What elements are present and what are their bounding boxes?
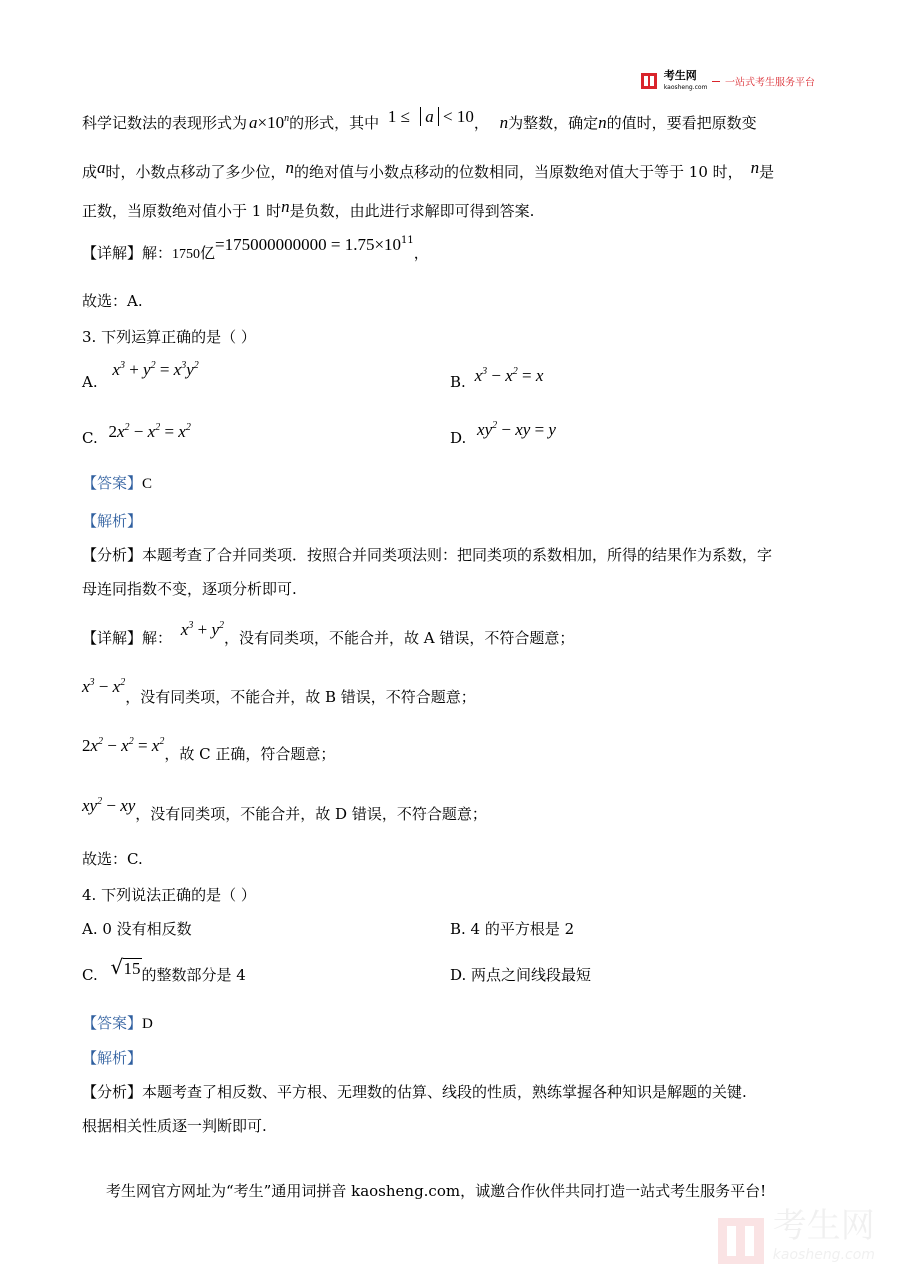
- q4-analysis-line-2: 根据相关性质逐一判断即可.: [82, 1117, 267, 1135]
- intro-line-2: 成a时，小数点移动了多少位，n的绝对值与小数点移动的位数相同，当原数绝对值大于等于 10 时， n是: [82, 158, 775, 181]
- q4-option-a: A. 0 没有相反数: [82, 920, 192, 938]
- q3-analysis-tag: 【解析】: [82, 512, 143, 530]
- q3-option-d: D. $xy^2$ − xy = y: [450, 420, 556, 447]
- q4-answer: [82, 1012, 153, 1033]
- sqrt-expression: [113, 959, 142, 979]
- answer-tag: 【答案】: [82, 474, 143, 492]
- option-label: A.: [82, 373, 98, 391]
- q3-stem: 3. 下列运算正确的是（ ）: [82, 328, 256, 346]
- intro-text: 的绝对值与小数点移动的位数相同，当原数绝对值大于等于 10 时，: [294, 163, 743, 181]
- q3-answer: [82, 472, 152, 493]
- detail-label: 【详解】解：: [82, 244, 173, 262]
- q3-option-b: B. $x^3 - x^2 = x$: [450, 366, 544, 391]
- intro-text: 成: [82, 163, 98, 181]
- detail-text: ，没有同类项，不能合并，故 A 错误，不符合题意；: [223, 629, 575, 647]
- q4-stem: 4. 下列说法正确的是（ ）: [82, 886, 256, 904]
- watermark-logo-icon: [718, 1218, 764, 1264]
- q3-detail-2: $x^3 - x^2$，没有同类项，不能合并，故 B 错误，不符合题意；: [82, 677, 476, 706]
- answer-value: D: [142, 1016, 153, 1032]
- intro-text: ，: [413, 244, 429, 262]
- watermark-domain: kaosheng.com: [772, 1247, 875, 1263]
- intro-text: 是负数，由此进行求解即可得到答案.: [289, 202, 535, 220]
- q4-option-b: B. 4 的平方根是 2: [450, 920, 575, 938]
- detail-number: 1750: [172, 247, 201, 262]
- intro-text: ，: [473, 114, 489, 132]
- option-text: 的整数部分是 4: [141, 966, 246, 984]
- q3-analysis-line-2: 母连同指数不变，逐项分析即可.: [82, 580, 297, 598]
- radicand: 15: [123, 959, 141, 978]
- intro-detail: [82, 235, 429, 263]
- option-label: C.: [82, 429, 98, 447]
- intro-line-3: 正数，当原数绝对值小于 1 时n是负数，由此进行求解即可得到答案.: [82, 197, 535, 220]
- q3-option-a: A. $x^3 + y^2 = x^3y^2$: [82, 360, 199, 391]
- intro-text: 科学记数法的表现形式为: [82, 114, 248, 132]
- detail-exponent: 11: [401, 235, 414, 246]
- detail-unit: 亿: [200, 244, 216, 262]
- q3-option-c: C. $2x^2 - x^2 = x^2$: [82, 422, 191, 447]
- intro-choose: 故选：A.: [82, 292, 143, 310]
- intro-text: 时，小数点移动了多少位，: [105, 163, 286, 181]
- option-label: D.: [450, 429, 467, 447]
- footer-text: 考生网官方网址为“考生”通用词拼音 kaosheng.com，诚邀合作伙伴共同打造一站式考生服务平台!: [106, 1182, 767, 1200]
- q4-option-d: D. 两点之间线段最短: [450, 966, 592, 984]
- logo-domain: kaosheng.com: [663, 84, 708, 91]
- q3-analysis-line-1: 【分析】本题考查了合并同类项．按照合并同类项法则：把同类项的系数相加，所得的结果作为系数，字: [82, 546, 773, 564]
- q3-choose: 故选：C.: [82, 850, 143, 868]
- intro-text: 的形式，其中: [289, 114, 380, 132]
- q3-detail-3: $2x^2 - x^2 = x^2$，故 C 正确，符合题意；: [82, 736, 336, 763]
- intro-text: 正数，当原数绝对值小于 1 时: [82, 202, 282, 220]
- q4-option-c: [82, 959, 246, 985]
- intro-text: 是: [759, 163, 775, 181]
- detail-text: ，故 C 正确，符合题意；: [164, 745, 336, 763]
- intro-text: 的值时，要看把原数变: [606, 114, 757, 132]
- detail-equation: =175000000000 = 1.75×10: [215, 235, 402, 254]
- detail-label: 【详解】解：: [82, 629, 173, 647]
- answer-tag: 【答案】: [82, 1014, 143, 1032]
- option-label: C.: [82, 966, 98, 984]
- option-label: B.: [450, 373, 466, 391]
- q3-detail-4: $xy^2$ − xy，没有同类项，不能合并，故 D 错误，不符合题意；: [82, 796, 487, 823]
- q3-detail-1: 【详解】解： $x^3 + y^2$，没有同类项，不能合并，故 A 错误，不符合题意；: [82, 620, 575, 647]
- detail-text: ，没有同类项，不能合并，故 D 错误，不符合题意；: [135, 805, 487, 823]
- q4-analysis-tag: 【解析】: [82, 1049, 143, 1067]
- header-slogan: 一站式考生服务平台: [725, 77, 816, 89]
- answer-value: C: [142, 476, 153, 492]
- header-logo: [641, 70, 815, 92]
- detail-text: ，没有同类项，不能合并，故 B 错误，不符合题意；: [125, 688, 476, 706]
- intro-text: 为整数，确定: [508, 114, 599, 132]
- watermark-text: 考生网: [772, 1206, 875, 1246]
- kaosheng-logo-icon: [641, 73, 657, 89]
- q4-analysis-line-1: 【分析】本题考查了相反数、平方根、无理数的估算、线段的性质，熟练掌握各种知识是解题的关键.: [82, 1083, 747, 1101]
- logo-text: 考生网: [663, 69, 697, 82]
- intro-line-1: 科学记数法的表现形式为 $a\times 10^n$的形式，其中 1 ≤ a < 10， n为整数，确定n的值时，要看把原数变: [82, 107, 757, 132]
- watermark: [718, 1206, 875, 1266]
